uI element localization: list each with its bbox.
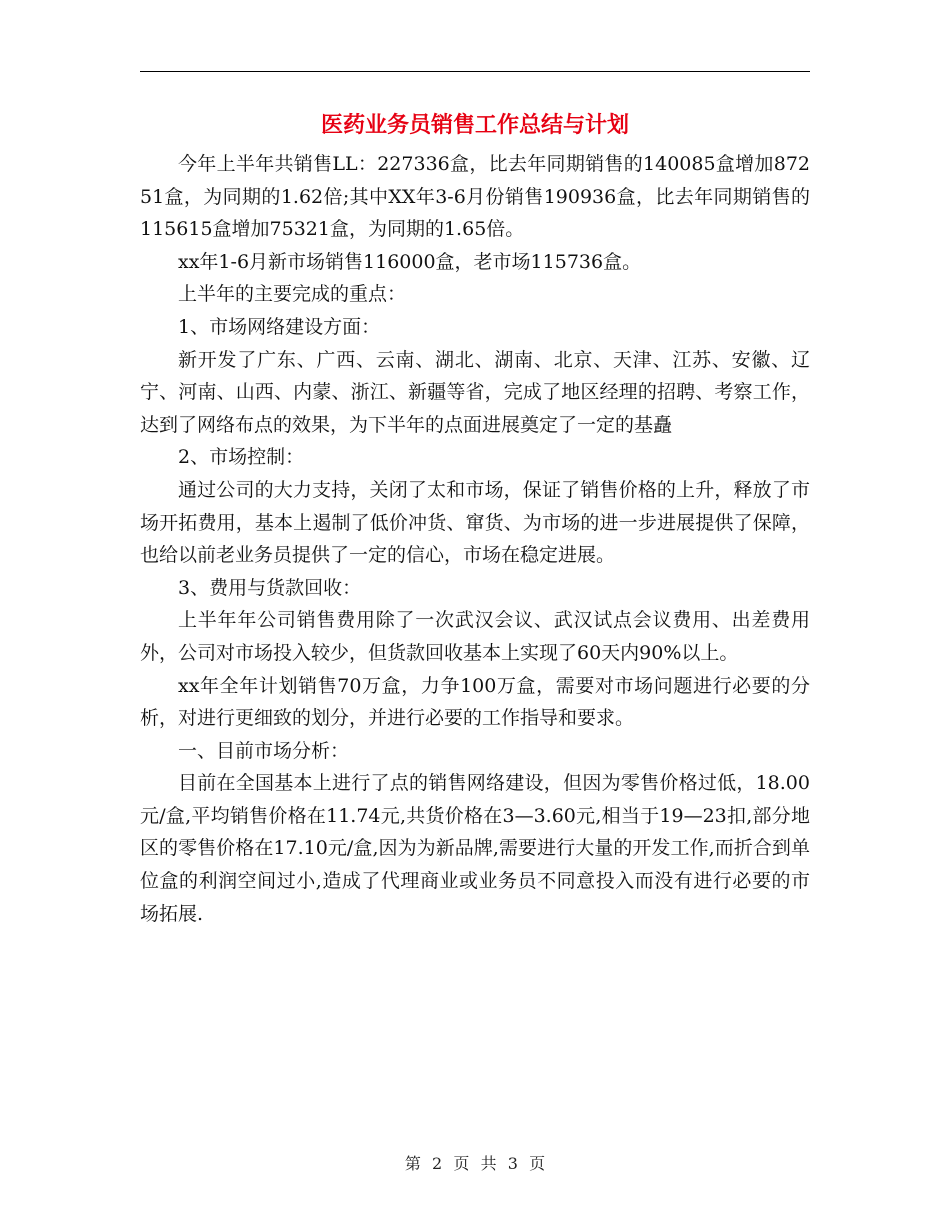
paragraph-sales-summary: 今年上半年共销售LL：227336盒，比去年同期销售的140085盒增加87251盒，为同期的1.62倍;其中XX年3-6月份销售190936盒，比去年同期销售的115615盒增加75321盒，为同期的1.65倍。: [140, 153, 810, 241]
paragraph-analysis-heading: 一、目前市场分析：: [178, 739, 350, 762]
document-body: [140, 148, 810, 930]
paragraph-costs-heading: 3、费用与货款回收：: [178, 576, 362, 599]
footer-total-suffix: 页: [529, 1154, 546, 1173]
paragraph-key-points-heading: 上半年的主要完成的重点：: [178, 283, 407, 306]
paragraph-analysis-body: 目前在全国基本上进行了点的销售网络建设，但因为零售价格过低，18.00元/盒,平均销售价格在11.74元,共货价格在3—3.60元,相当于19—23扣,部分地区的零售价格在17.10元/盒,因为为新品牌,需要进行大量的开发工作,而折合到单位盒的利润空间过小,造成了代理商业或业务员不同意投入而没有进行必要的市场拓展.: [140, 772, 810, 925]
footer-total-prefix: 共: [480, 1154, 497, 1173]
paragraph-annual-plan: xx年全年计划销售70万盒，力争100万盒，需要对市场问题进行必要的分析，对进行更细致的划分，并进行必要的工作指导和要求。: [140, 674, 810, 730]
paragraph-network-body: 新开发了广东、广西、云南、湖北、湖南、北京、天津、江苏、安徽、辽宁、河南、山西、内蒙、浙江、新疆等省，完成了地区经理的招聘、考察工作，达到了网络布点的效果，为下半年的点面进展奠定了一定的基矗: [140, 348, 810, 436]
footer-page-word: 页: [453, 1154, 470, 1173]
footer-total-pages: 3: [507, 1154, 518, 1173]
paragraph-costs-body: 上半年年公司销售费用除了一次武汉会议、武汉试点会议费用、出差费用外，公司对市场投入较少，但货款回收基本上实现了60天内90%以上。: [140, 609, 810, 664]
footer-current-page: 2: [432, 1154, 443, 1173]
footer-page-prefix: 第: [404, 1154, 421, 1173]
page-footer: [0, 1152, 950, 1176]
paragraph-network-heading: 1、市场网络建设方面：: [178, 315, 381, 338]
document-title: 医药业务员销售工作总结与计划: [320, 112, 629, 138]
paragraph-market-sales: xx年1-6月新市场销售116000盒，老市场115736盒。: [178, 250, 642, 273]
paragraph-control-heading: 2、市场控制：: [178, 446, 305, 469]
header-rule: [140, 71, 810, 72]
paragraph-control-body: 通过公司的大力支持，关闭了太和市场，保证了销售价格的上升，释放了市场开拓费用，基本上遏制了低价冲货、窜货、为市场的进一步进展提供了保障，也给以前老业务员提供了一定的信心，市场在稳定进展。: [140, 478, 810, 567]
